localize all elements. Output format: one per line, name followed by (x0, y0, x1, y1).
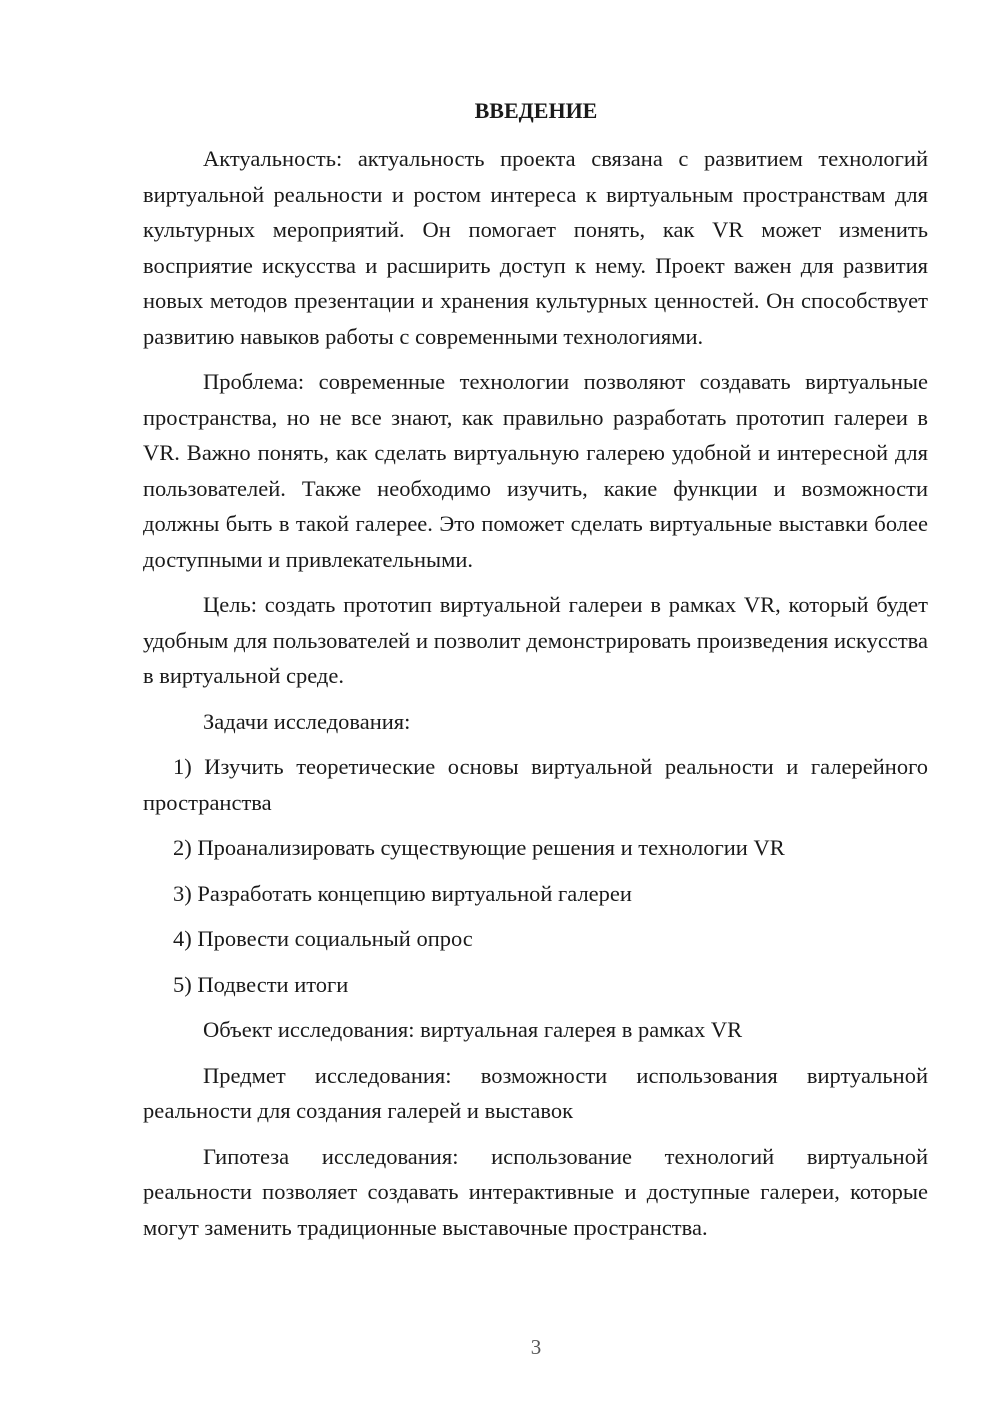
goal-paragraph: Цель: создать прототип виртуальной галереи в рамках VR, который будет удобным для пользователей и позволит демонстрировать произведения искусства в виртуальной среде. (143, 592, 928, 688)
task-item: 2) Проанализировать существующие решения и технологии VR (173, 835, 785, 860)
research-subject-paragraph: Предмет исследования: возможности использования виртуальной реальности для создания галерей и выставок (143, 1062, 928, 1123)
task-item: 4) Провести социальный опрос (173, 926, 473, 951)
task-item: 3) Разработать концепцию виртуальной галереи (173, 880, 632, 906)
task-item: 1) Изучить теоретические основы виртуальной реальности и галерейного пространства (143, 754, 928, 815)
tasks-heading: Задачи исследования: (203, 708, 411, 734)
relevance-paragraph: Актуальность: актуальность проекта связана с развитием технологий виртуальной реальности и ростом интереса к виртуальным пространствам для культурных мероприятий. Он помогает понять, как VR может изменить восприятие искусства и расширить доступ к нему. Проект важен для развития новых методов презентации и хранения культурных ценностей. Он способствует развитию навыков работы с современными технологиями. (143, 146, 928, 349)
section-heading: ВВЕДЕНИЕ (474, 98, 598, 123)
research-object-paragraph: Объект исследования: виртуальная галерея в рамках VR (203, 1017, 743, 1042)
problem-paragraph: Проблема: современные технологии позволяют создавать виртуальные пространства, но не все знают, как правильно разработать прототип галереи в VR. Важно понять, как сделать виртуальную галерею удобной и интересной для пользователей. Также необходимо изучить, какие функции и возможности должны быть в такой галерее. Это поможет сделать виртуальные выставки более доступными и привлекательными. (143, 369, 928, 572)
page-number: 3 (530, 1335, 542, 1359)
task-item: 5) Подвести итоги (173, 971, 349, 997)
hypothesis-paragraph: Гипотеза исследования: использование технологий виртуальной реальности позволяет создавать интерактивные и доступные галереи, которые могут заменить традиционные выставочные пространства. (143, 1143, 928, 1240)
document-body (143, 141, 928, 1245)
